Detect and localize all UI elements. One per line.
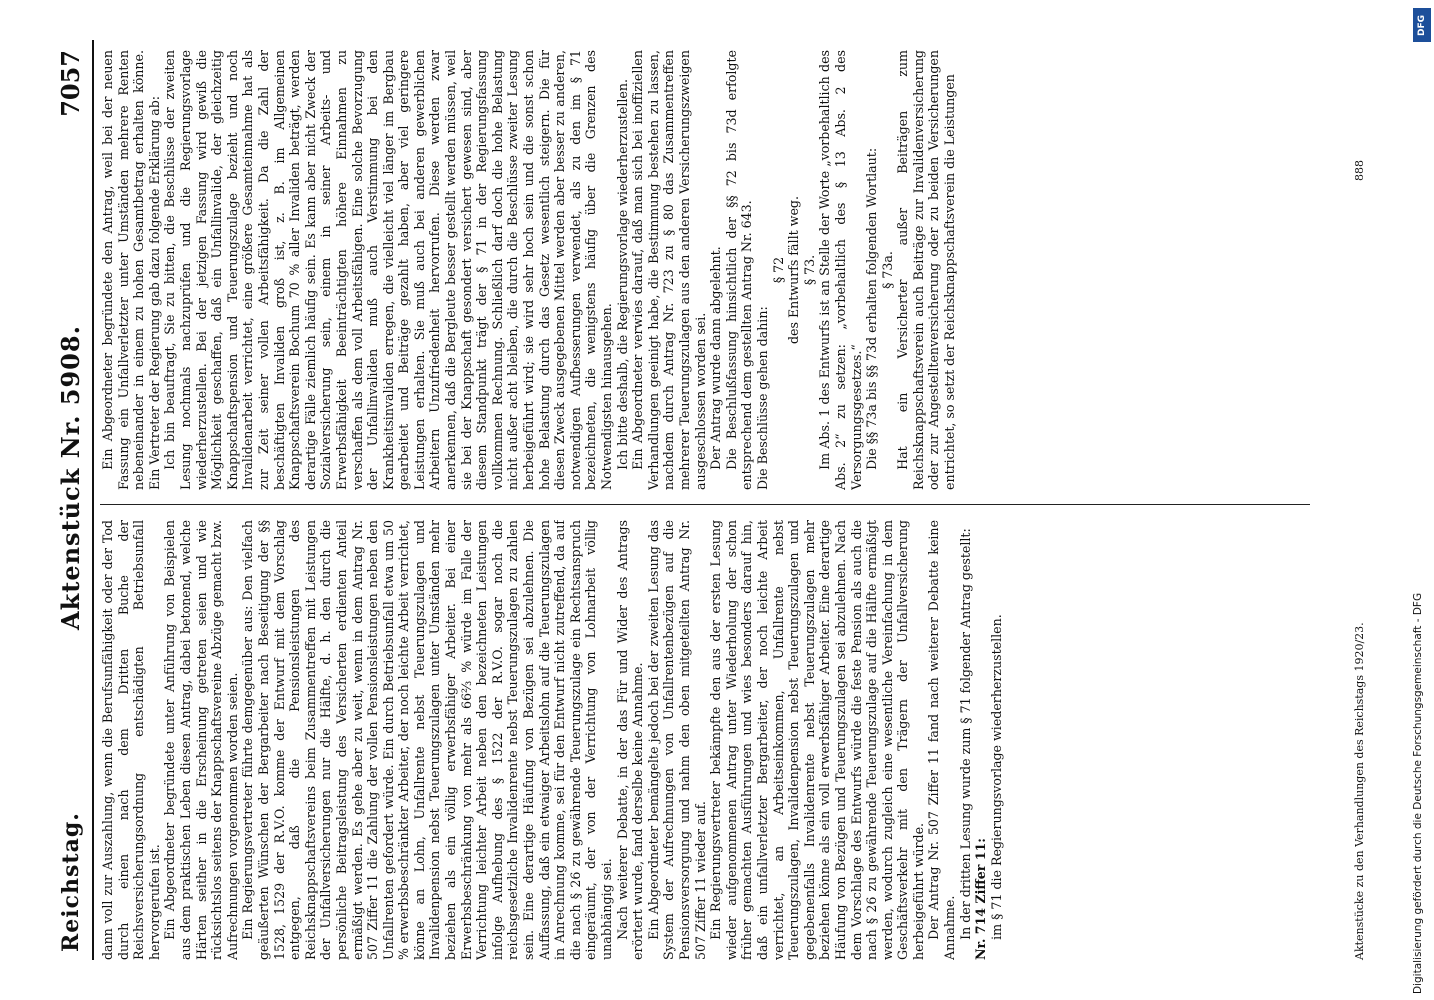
paragraph: Ein Abgeordneter begründete den Antrag, weil bei der neuen Fassung ein Unfallverletzter unter Umständen mehrere Renten nebeneinander in einem zu hohen Gesamtbetrag erhalten könne. Ein Vertreter der Regierung gab dazu folgende Erklärung ab: [100,50,162,490]
paragraph: Nach weiterer Debatte, in der das Für und Wider des Antrags erörtert wurde, fand derselbe keine Annahme. [614,520,646,960]
paragraph: Ein Regierungsvertreter führte demgegenüber aus: Den vielfach geäußerten Wünschen der Bergarbeiter nach Beseitigung der §§ 1528, 1529 der R.V.O. komme der Entwurf mit dem Vorschlag entgegen, daß die Pensionsleistungen des Reichsknappschaftsvereins beim Zusammentreffen mit Leistungen der Unfallversicherungen nur die Hälfte, d. h. den durch die persönliche Beitragsleistung des Versicherten erdienten Anteil ermäßigt werden. Es gehe aber zu weit, wenn in dem Antrag Nr. 507 Ziffer 11 die Zahlung der vollen Pensionsleistungen neben den Unfallrenten gefordert würde. Ein durch Betriebsunfall etwa um 50 % erwerbsbeschränkter Arbeiter, der noch leichte Arbeit verrichtet, könne an Lohn, Unfallrente nebst Teuerungszulagen und Invalidenpension nebst Teuerungszulagen unter Umständen mehr beziehen als ein völlig erwerbsfähiger Arbeiter. Bei einer Erwerbsbeschränkung von mehr als 66⅔ % würde im Falle der Verrichtung leichter Arbeit neben den bezeichneten Leistungen infolge Aufhebung des § 1522 der R.V.O. sogar noch die reichsgesetzliche Invalidenrente nebst Teuerungszulagen zu zahlen sein. Eine derartige Häufung von Bezügen sei abzulehnen. Die Auffassung, daß ein etwaiger Arbeitslohn auf die Teuerungszulagen in Anrechnung komme, sei für den Entwurf nicht zutreffend, da auf die nach § 26 zu gewährende Teuerungszulage ein Rechtsanspruch eingeräumt, der von der Verrichtung von Lohnarbeit völlig unabhängig sei. [240,520,614,960]
paragraph: Im Abs. 1 des Entwurfs ist an Stelle der Worte „vorbehaltlich des Abs. 2“ zu setzen: „vorbehaltlich des § 13 Abs. 2 des Versorgungsgesetzes.“ [817,50,864,490]
page-number: 7057 [56,50,85,117]
paragraph: Ein Regierungsvertreter bekämpfte den aus der ersten Lesung wieder aufgenommenen Antrag unter Wiederholung der schon früher gemachten Ausführungen und wies besonders darauf hin, daß ein unfallverletzter Bergarbeiter, der noch leichte Arbeit verrichtet, an Arbeitseinkommen, Unfallrente nebst Teuerungszulagen, Invalidenpension nebst Teuerungszulagen und gegebenenfalls Invalidenrente nebst Teuerungszulagen mehr beziehen könne als ein voll erwerbsfähiger Arbeiter. Eine derartige Häufung von Bezügen und Teuerungszulagen sei abzulehnen. Nach dem Vorschlage des Entwurfs würde die feste Pension als auch die nach § 26 zu gewährende Teuerungszulage auf die Hälfte ermäßigt werden, wodurch zugleich eine wesentliche Vereinfachung in dem Geschäftsverkehr mit den Trägern der Unfallversicherung herbeigeführt würde. [708,520,926,960]
paragraph: Ich bitte deshalb, die Regierungsvorlage wiederherzustellen. [614,79,630,470]
section-heading: § 73a. [879,251,895,289]
paragraph: Die §§ 73a bis §§ 73d erhalten folgenden Wortlaut: [864,147,880,470]
sheet-signature: 888 [1353,160,1366,181]
footnote: Aktenstücke zu den Verhandlungen des Reichstags 1920/23. [1353,622,1366,960]
paragraph: dann voll zur Auszahlung, wenn die Berufsunfähigkeit oder der Tod durch einen nach dem Dritten Buche der Reichsversicherungsordnung entschädigten Betriebsunfall hervorgerufen ist. [100,520,162,960]
column-divider [100,504,1310,505]
paragraph: Der Antrag Nr. 507 Ziffer 11 fand nach weiterer Debatte keine Annahme. [926,520,958,960]
paragraph: Die Beschlüsse gehen dahin: [754,306,770,490]
paragraph: des Entwurfs fällt weg. [786,196,802,344]
left-column [100,520,1380,960]
digitization-imprint: Digitalisierung gefördert durch die Deutsche Forschungsgemeinschaft - DFG [1412,592,1424,994]
paragraph: Nr. 714 Ziffer 11: [973,838,989,960]
paragraph: Ein Abgeordneter bemängelte jedoch bei der zweiten Lesung das System der Aufrechnungen von Unfallrentenbezügen auf die Pensionsversorgung und nahm den oben mitgeteilten Antrag Nr. 507 Ziffer 11 wieder auf. [645,520,708,960]
paragraph: Ich bin beauftragt, Sie zu bitten, die Beschlüsse der zweiten Lesung nochmals nachzuprüfen und die Regierungsvorlage wiederherzustellen. Bei der jetzigen Fassung wird gewiß die Möglichkeit geschaffen, daß ein Unfallinvalide, der gleichzeitig Knappschaftspension und Teuerungszulage bezieht und noch Invalidenarbeit verrichtet, eine größere Gesamteinnahme hat als zur Zeit seiner vollen Arbeitsfähigkeit. Da die Zahl der beschäftigten Invaliden groß ist, z. B. im Allgemeinen Knappschaftsverein Bochum 70 % aller Invaliden beträgt, werden derartige Fälle ziemlich häufig sein. Es kann aber nicht Zweck der Sozialversicherung sein, einem in seiner Arbeits- und Erwerbsfähigkeit Beeinträchtigten höhere Einnahmen zu verschaffen als dem voll Arbeitsfähigen. Eine solche Bevorzugung der Unfallinvaliden muß auch Verstimmung bei den Krankheitsinvaliden erregen, die vielleicht viel länger im Bergbau gearbeitet und Beiträge gezahlt haben, aber viel geringere Leistungen erhalten. Sie muß auch bei anderen gewerblichen Arbeitern Unzufriedenheit hervorrufen. Diese werden zwar anerkennen, daß die Bergleute besser gestellt werden müssen, weil sie bei der Knappschaft gesondert versichert gewesen sind, aber diesem Standpunkt trägt der § 71 in der Regierungsfassung vollkommen Rechnung. Schließlich darf doch die hohe Belastung nicht außer acht bleiben, die durch die Beschlüsse zweiter Lesung herbeigeführt wird; sie wird sehr hoch sein und die sonst schon hohe Belastung durch das Gesetz wesentlich steigern. Die für diesen Zweck ausgegebenen Mittel werden aber besser zu anderen, notwendigen Aufbesserungen verwendet, als zu den im § 71 bezeichneten, die wenigstens häufig über die Grenzen des Notwendigsten hinausgehen. [162,50,614,490]
page-inner [52,40,1380,960]
paragraph: Ein Abgeordneter begründete unter Anführung von Beispielen aus dem praktischen Leben diesen Antrag, dabei betonend, welche Härten seither in die Erscheinung getreten seien und wie rücksichtslos seitens der Knappschaftsvereine Abzüge gemacht bzw. Aufrechnungen vorgenommen worden seien. [162,520,240,960]
right-column [100,50,1380,490]
section-heading: § 73. [801,254,817,286]
header-left: Reichstag. [58,812,84,952]
dfg-logo: DFG [1413,8,1431,42]
paragraph: Der Antrag wurde dann abgelehnt. [708,246,724,470]
paragraph: im § 71 die Regierungsvorlage wiederherzustellen. [988,614,1004,940]
paragraph: Die Beschlußfassung hinsichtlich der §§ 72 bis 73d erfolgte entsprechend dem gestellten Antrag Nr. 643. [723,50,755,490]
paragraph: In der dritten Lesung wurde zum § 71 folgender Antrag gestellt: [957,528,973,940]
paragraph: Hat ein Versicherter außer Beiträgen zum Reichsknappschaftsverein auch Beiträge zur Invalidenversicherung oder zur Angestelltenversicherung oder zu beiden Versicherungen entrichtet, so setzt der Reichsknappschaftsverein die Leistungen [895,50,958,490]
header-title: Aktenstück Nr. 5908. [56,325,85,630]
columns [100,40,1380,960]
page-header [52,40,94,960]
paragraph: Ein Abgeordneter verwies darauf, daß man sich bei inoffiziellen Verhandlungen geeinigt habe, die Bestimmung bestehen zu lassen, nachdem durch Antrag Nr. 723 zu § 80 das Zusammentreffen mehrerer Teuerungszulagen aus den anderen Versicherungszweigen ausgeschlossen worden sei. [630,50,708,490]
section-heading: § 72 [770,256,786,284]
